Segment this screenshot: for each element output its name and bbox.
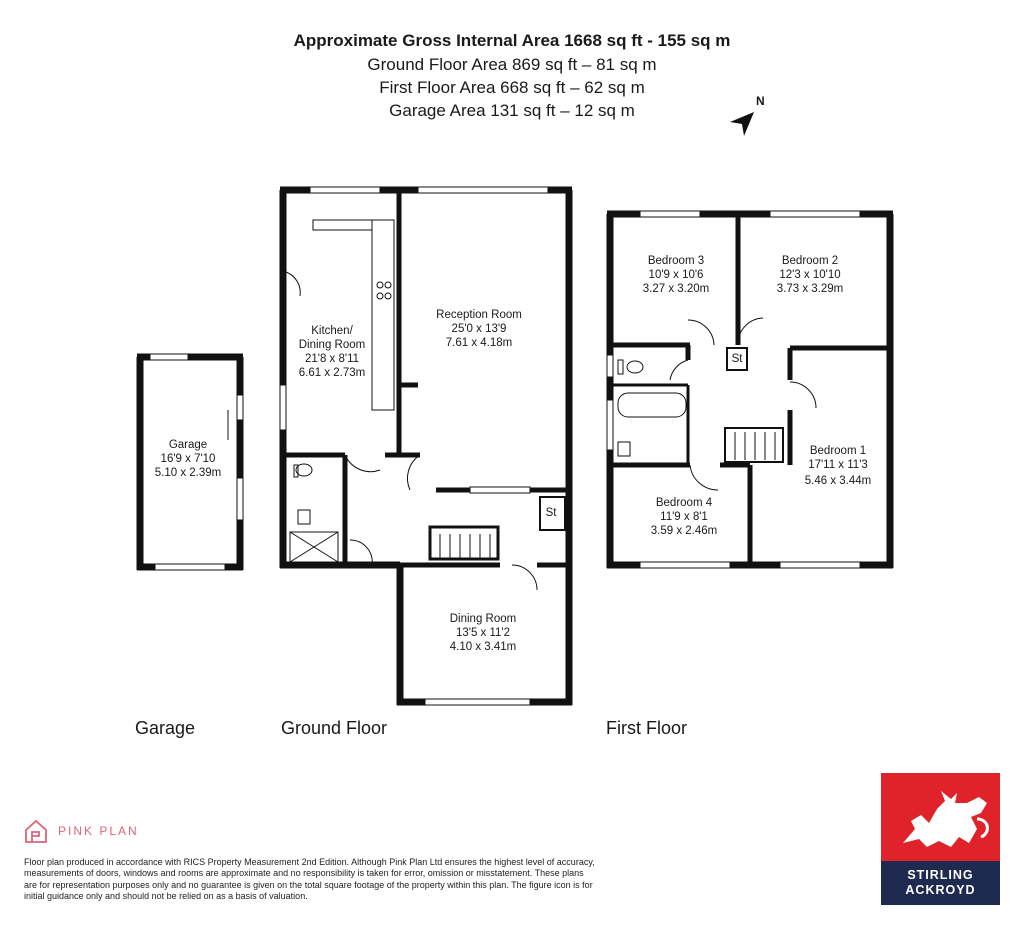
- ground-floor-label: Ground Floor: [281, 718, 388, 738]
- dining-name: Dining Room: [449, 613, 517, 625]
- garage-metric: 5.10 x 2.39m: [154, 467, 222, 479]
- bedroom4-metric: 3.59 x 2.46m: [650, 525, 718, 537]
- bedroom2-metric: 3.73 x 3.29m: [776, 283, 844, 295]
- bedroom4-imperial: 11'9 x 8'1: [660, 511, 708, 523]
- garage-imperial: 16'9 x 7'10: [160, 453, 216, 465]
- dining-imperial: 13'5 x 11'2: [455, 627, 511, 639]
- first-floor-area: First Floor Area 668 sq ft – 62 sq m: [379, 78, 645, 97]
- logo-line-2: ACKROYD: [905, 883, 976, 897]
- logo-line-1: STIRLING: [907, 868, 974, 882]
- bedroom1-imperial: 17'11 x 11'3: [808, 459, 868, 471]
- bedroom1-metric: 5.46 x 3.44m: [804, 475, 872, 487]
- kitchen-name-2: Dining Room: [298, 339, 366, 351]
- store-ground: St: [545, 507, 557, 519]
- disclaimer-text: Floor plan produced in accordance with RICS Property Measurement 2nd Edition. Although Pink Plan Ltd ensures the highest level of accuracy, measurements of doors, windows and rooms are approximate and no responsibility is taken for error, omission or misstatement. These plans are for representation purposes only and no guarantee is given on the total square footage of the property within this plan. The figure icon is for initial guidance only and should not be relied on as a basis of valuation.: [24, 857, 595, 902]
- garage-area: Garage Area 131 sq ft – 12 sq m: [389, 101, 635, 120]
- room-labels: [155, 255, 871, 653]
- reception-imperial: 25'0 x 13'9: [451, 323, 507, 335]
- bedroom4-name: Bedroom 4: [655, 497, 713, 509]
- reception-metric: 7.61 x 4.18m: [445, 337, 513, 349]
- plan-title: Approximate Gross Internal Area 1668 sq ft - 155 sq m: [293, 31, 731, 50]
- bedroom3-name: Bedroom 3: [647, 255, 705, 267]
- pink-plan-name: PINK PLAN: [58, 824, 139, 838]
- bedroom1-name: Bedroom 1: [809, 445, 867, 457]
- logo-navy-panel: [881, 861, 1000, 905]
- kitchen-name-1: Kitchen/: [311, 325, 353, 337]
- north-arrow-icon: [730, 112, 754, 136]
- ground-floor-area: Ground Floor Area 869 sq ft – 81 sq m: [367, 55, 657, 74]
- bedroom2-name: Bedroom 2: [781, 255, 839, 267]
- garage-floor-label: Garage: [135, 718, 196, 738]
- logo-red-panel: [881, 773, 1000, 861]
- bedroom3-metric: 3.27 x 3.20m: [642, 283, 710, 295]
- griffin-icon: [881, 773, 1000, 861]
- pink-plan-brand: [24, 818, 139, 844]
- kitchen-metric: 6.61 x 2.73m: [298, 367, 366, 379]
- garage-name: Garage: [168, 439, 208, 451]
- reception-name: Reception Room: [436, 309, 522, 321]
- stirling-ackroyd-logo: [881, 773, 1000, 905]
- compass-north-label: N: [756, 94, 765, 108]
- pink-plan-logo-icon: [24, 818, 48, 844]
- ground-floor-plan: [280, 187, 572, 705]
- kitchen-imperial: 21'8 x 8'11: [304, 353, 360, 365]
- bedroom2-imperial: 12'3 x 10'10: [779, 269, 841, 281]
- first-floor-label: First Floor: [606, 718, 687, 738]
- store-first: St: [731, 353, 743, 365]
- bedroom3-imperial: 10'9 x 10'6: [648, 269, 704, 281]
- dining-metric: 4.10 x 3.41m: [449, 641, 517, 653]
